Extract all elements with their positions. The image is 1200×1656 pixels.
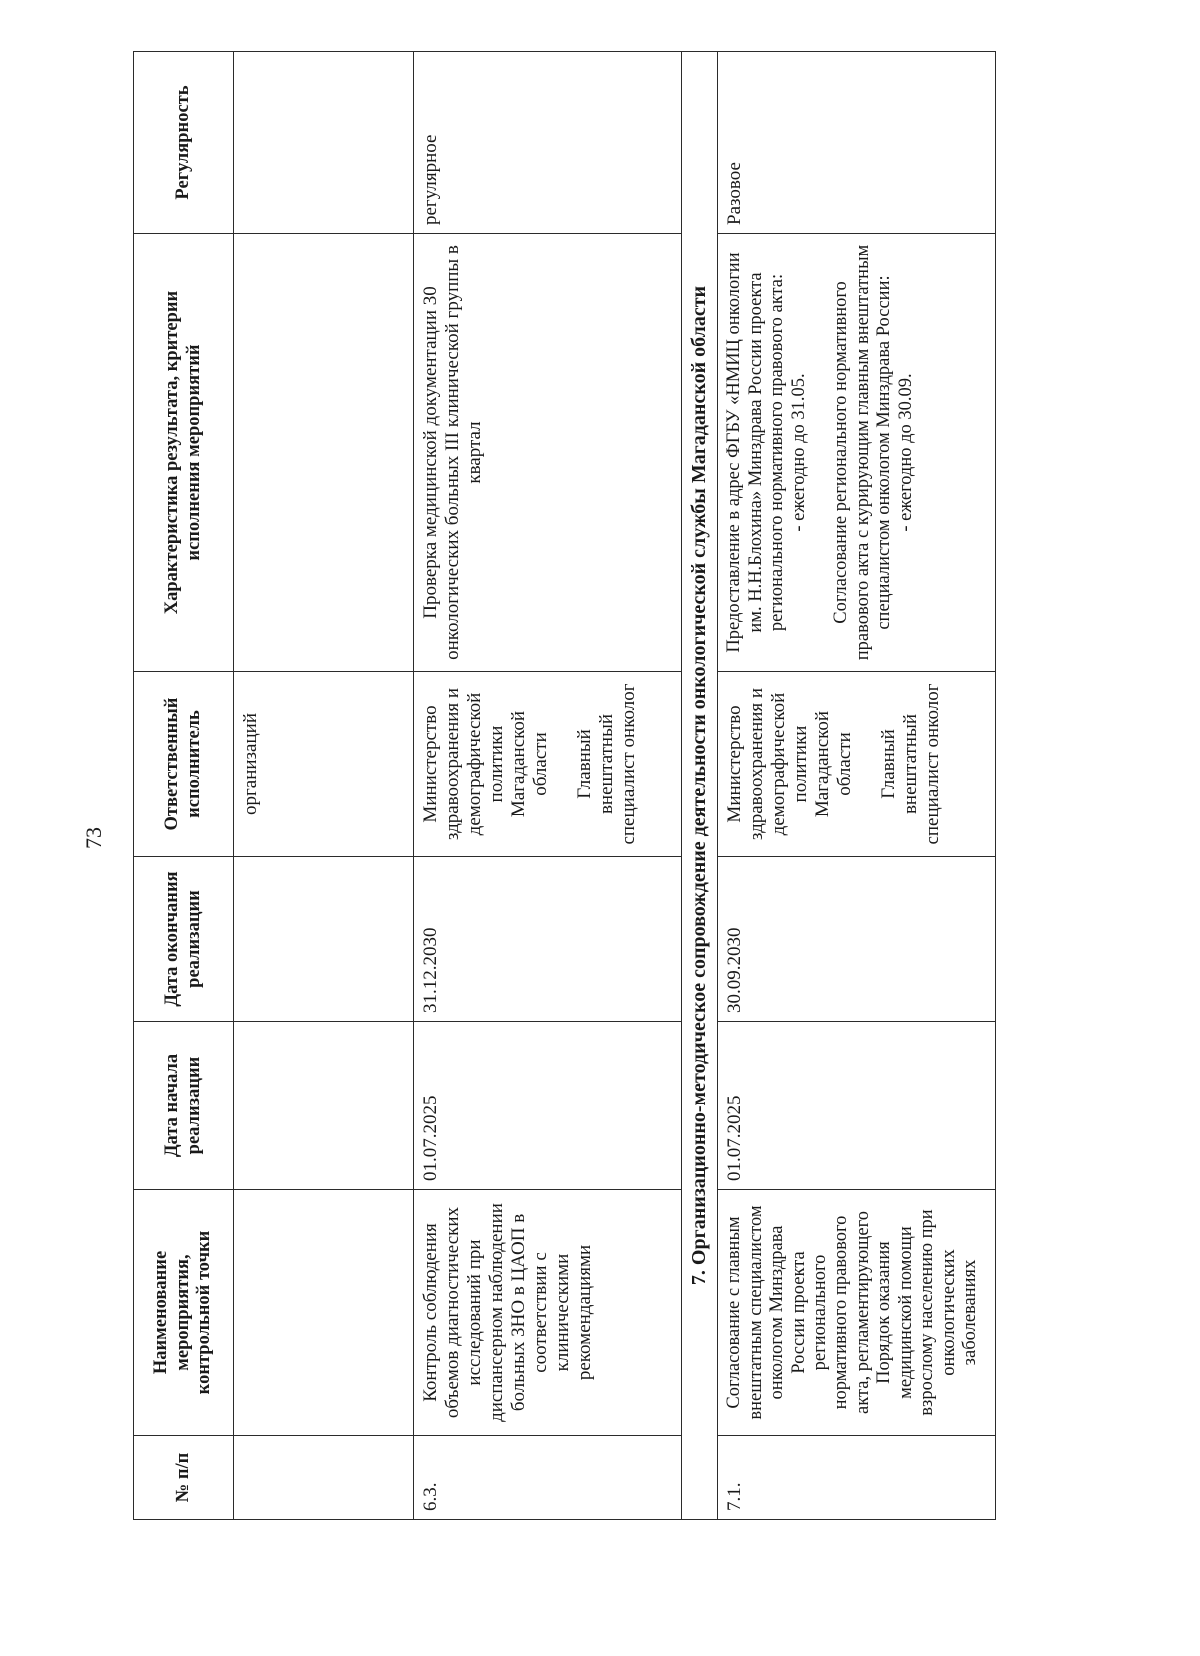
header-start-date: Дата начала реализации [134, 1022, 234, 1190]
section-row-7 [682, 52, 718, 1520]
header-responsible: Ответственный исполнитель [134, 672, 234, 857]
cell-start: 01.07.2025 [718, 1022, 996, 1190]
header-result: Характеристика результата, критерии исполнения мероприятий [134, 234, 234, 672]
cell-name: Согласование с главным внештатным специалистом онкологом Минздрава России проекта регионального нормативного правового акта, регламентирующего Порядок оказания медицинской помощи взрослому населению при онкологических заболеваниях [718, 1190, 996, 1436]
activities-table [133, 51, 996, 1520]
responsible-oncologist: Главный внештатный специалист онколог [574, 683, 640, 845]
cell-responsible: организаций [234, 672, 414, 857]
header-num: № п/п [134, 1436, 234, 1520]
cell-name: Контроль соблюдения объемов диагностических исследований при диспансерном наблюдении больных ЗНО в ЦАОП в соответствии с клиническими рекомендациями [414, 1190, 682, 1436]
page-number [82, 818, 106, 858]
cell-end: 30.09.2030 [718, 857, 996, 1022]
result-submission: Предоставление в адрес ФГБУ «НМИЦ онкологии им. Н.Н.Блохина» Минздрава России проекта регионального нормативного правового акта: [724, 252, 788, 653]
cell-num: 7.1. [718, 1436, 996, 1520]
cell-regularity [234, 52, 414, 234]
cell-result: Проверка медицинской документации 30 онкологических больных III клинической группы в квартал [414, 234, 682, 672]
cell-end [234, 857, 414, 1022]
cell-responsible [414, 672, 682, 857]
cell-start: 01.07.2025 [414, 1022, 682, 1190]
page-number-text: 73 [81, 827, 106, 849]
cell-result [718, 234, 996, 672]
cell-num [234, 1436, 414, 1520]
table-row-7-1 [718, 52, 996, 1520]
responsible-ministry: Министерство здравоохранения и демографической политики Магаданской области [724, 687, 856, 841]
cell-num: 6.3. [414, 1436, 682, 1520]
responsible-ministry: Министерство здравоохранения и демографической политики Магаданской области [420, 687, 552, 841]
cell-end: 31.12.2030 [414, 857, 682, 1022]
cell-result [234, 234, 414, 672]
cell-regularity: регулярное [414, 52, 682, 234]
cell-start [234, 1022, 414, 1190]
result-submission-deadline: - ежегодно до 31.05. [788, 373, 809, 532]
cell-regularity: Разовое [718, 52, 996, 234]
header-regularity: Регулярность [134, 52, 234, 234]
result-approval-deadline: - ежегодно до 30.09. [895, 373, 916, 532]
header-end-date: Дата окончания реализации [134, 857, 234, 1022]
section-title: 7. Организационно-методическое сопровождение деятельности онкологической службы Магаданской области [682, 52, 718, 1520]
table-row-continuation [234, 52, 414, 1520]
rotated-table-container [133, 52, 1021, 1520]
result-approval: Согласование регионального нормативного правового акта с курирующим главным внештатным специалистом онкологом Минздрава России: [831, 244, 895, 661]
header-name: Наименование мероприятия, контрольной точки [134, 1190, 234, 1436]
cell-name [234, 1190, 414, 1436]
responsible-oncologist: Главный внештатный специалист онколог [878, 683, 944, 845]
table-header-row [134, 52, 234, 1520]
table-row-6-3 [414, 52, 682, 1520]
cell-responsible [718, 672, 996, 857]
